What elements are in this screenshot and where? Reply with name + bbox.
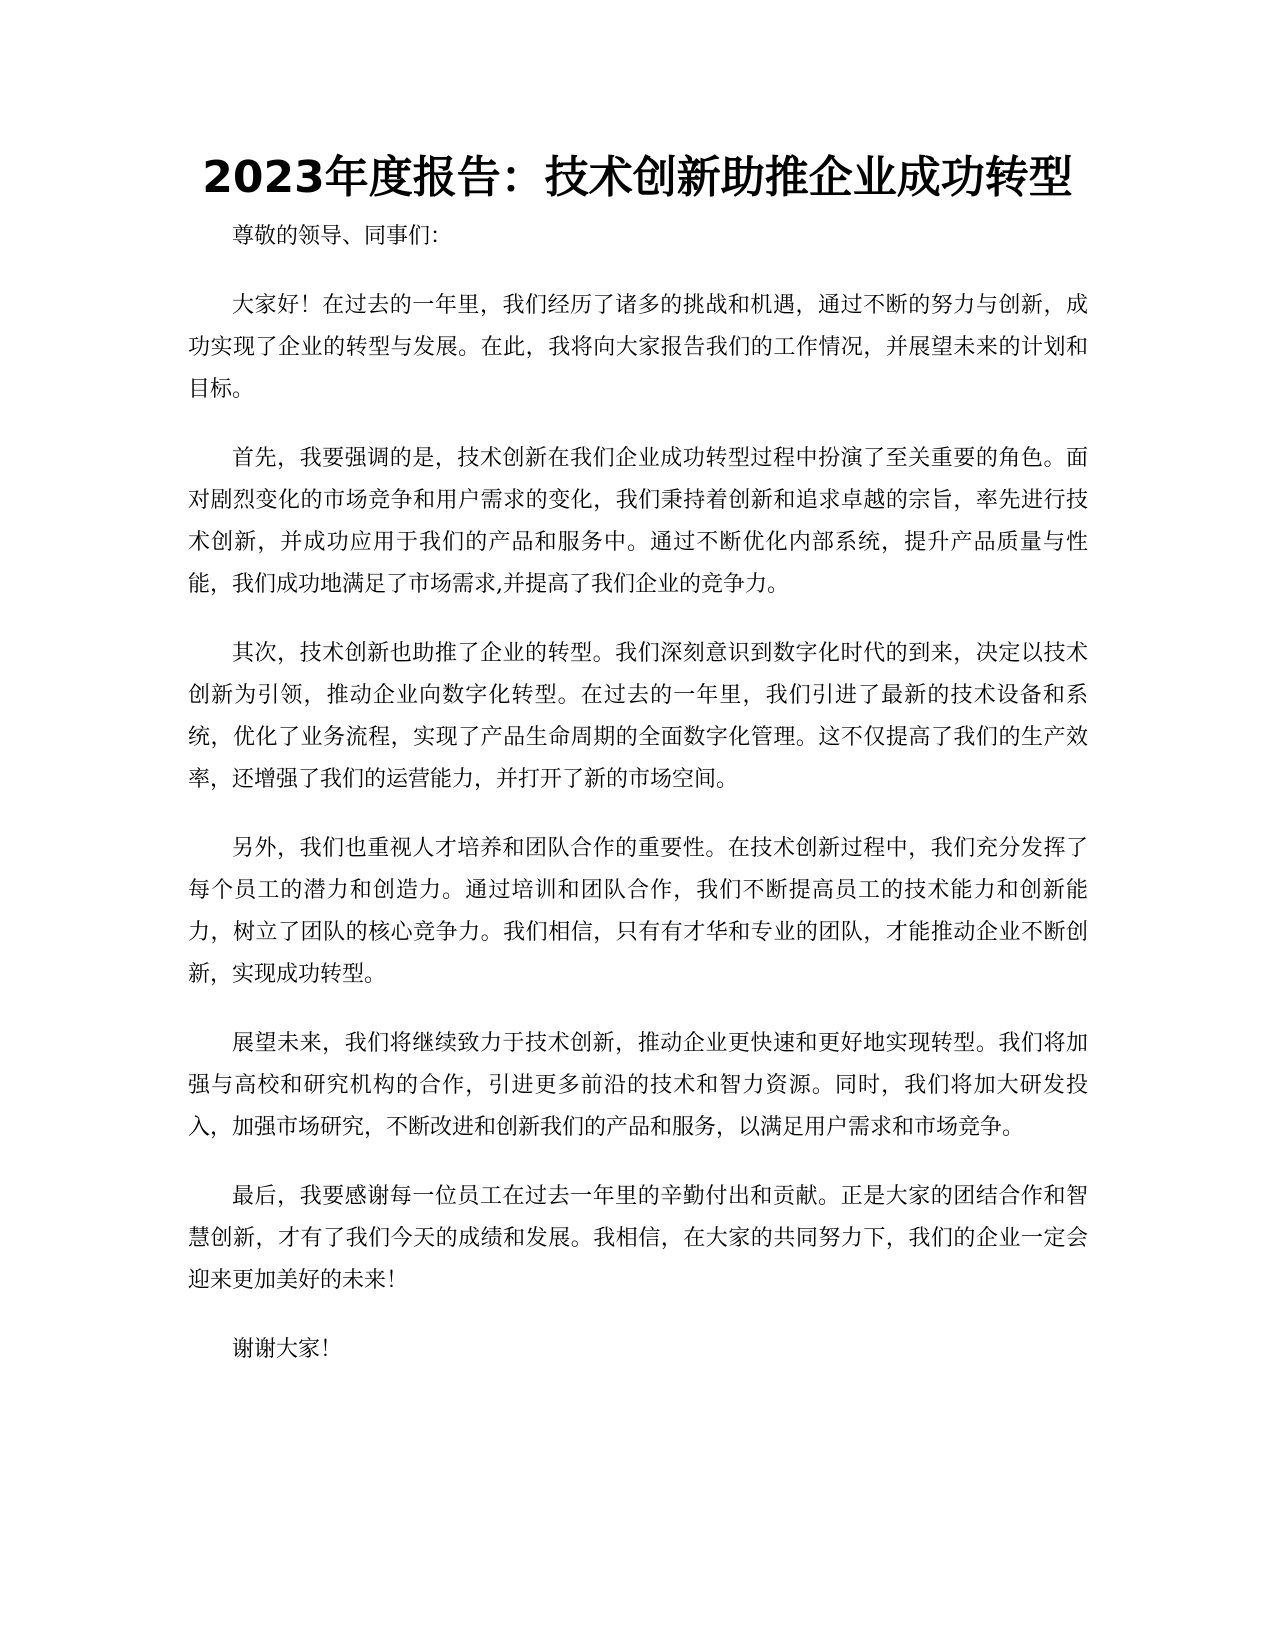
greeting-paragraph: 大家好！在过去的一年里，我们经历了诸多的挑战和机遇，通过不断的努力与创新，成功实现了企业的转型与发展。在此，我将向大家报告我们的工作情况，并展望未来的计划和目标。 [188, 293, 1088, 402]
document-title: 2023年度报告：技术创新助推企业成功转型 [202, 152, 1073, 203]
talent-paragraph: 另外，我们也重视人才培养和团队合作的重要性。在技术创新过程中，我们充分发挥了每个员工的潜力和创造力。通过培训和团队合作，我们不断提高员工的技术能力和创新能力，树立了团队的核心竞争力。我们相信，只有有才华和专业的团队，才能推动企业不断创新，实现成功转型。 [188, 836, 1088, 987]
document-body [188, 216, 1088, 1398]
salutation-paragraph: 尊敬的领导、同事们： [232, 224, 453, 249]
thanks-paragraph: 最后，我要感谢每一位员工在过去一年里的辛勤付出和贡献。正是大家的团结合作和智慧创新，才有了我们今天的成绩和发展。我相信，在大家的共同努力下，我们的企业一定会迎来更加美好的未来！ [188, 1184, 1088, 1293]
closing-paragraph: 谢谢大家！ [232, 1337, 343, 1362]
innovation-paragraph: 首先，我要强调的是，技术创新在我们企业成功转型过程中扮演了至关重要的角色。面对剧烈变化的市场竞争和用户需求的变化，我们秉持着创新和追求卓越的宗旨，率先进行技术创新，并成功应用于我们的产品和服务中。通过不断优化内部系统，提升产品质量与性能，我们成功地满足了市场需求,并提高了我们企业的竞争力。 [188, 446, 1088, 597]
outlook-paragraph: 展望未来，我们将继续致力于技术创新，推动企业更快速和更好地实现转型。我们将加强与高校和研究机构的合作，引进更多前沿的技术和智力资源。同时，我们将加大研发投入，加强市场研究，不断改进和创新我们的产品和服务，以满足用户需求和市场竞争。 [188, 1031, 1088, 1140]
transformation-paragraph: 其次，技术创新也助推了企业的转型。我们深刻意识到数字化时代的到来，决定以技术创新为引领，推动企业向数字化转型。在过去的一年里，我们引进了最新的技术设备和系统，优化了业务流程，实现了产品生命周期的全面数字化管理。这不仅提高了我们的生产效率，还增强了我们的运营能力，并打开了新的市场空间。 [188, 641, 1088, 792]
